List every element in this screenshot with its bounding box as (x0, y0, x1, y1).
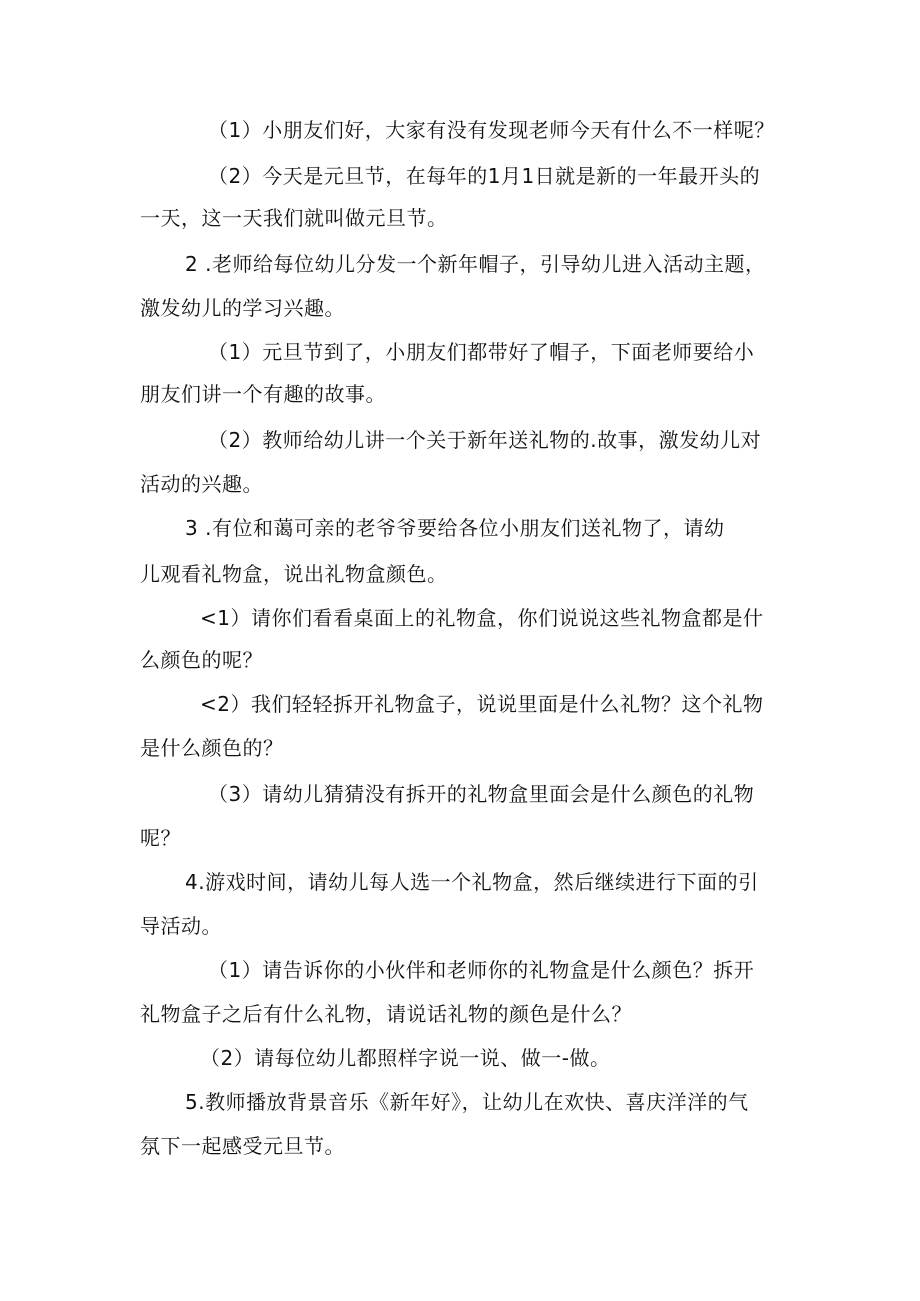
text-line: 导活动。 (140, 914, 222, 938)
text-line: （1）元旦节到了，小朋友们都带好了帽子，下面老师要给小 (208, 340, 755, 364)
text-line: 是什么颜色的？ (140, 736, 284, 760)
text-line: 儿观看礼物盒，说出礼物盒颜色。 (140, 562, 448, 586)
text-line: 氛下一起感受元旦节。 (140, 1134, 345, 1158)
text-line: 3 .有位和蔼可亲的老爷爷要给各位小朋友们送礼物了，请幼 (185, 516, 725, 540)
text-line: 4.游戏时间，请幼儿每人选一个礼物盒，然后继续进行下面的引 (185, 870, 759, 894)
text-line: 么颜色的呢？ (140, 648, 263, 672)
text-line: （2）请每位幼儿都照样字说一说、做一-做。 (200, 1046, 611, 1070)
text-line: <2）我们轻轻拆开礼物盒子，说说里面是什么礼物？这个礼物 (200, 692, 764, 716)
text-line: 呢？ (140, 826, 181, 850)
text-line: 朋友们讲一个有趣的故事。 (140, 382, 386, 406)
text-line: 2 .老师给每位幼儿分发一个新年帽子，引导幼儿进入活动主题， (185, 252, 766, 276)
text-line: 5.教师播放背景音乐《新年好》，让幼儿在欢快、喜庆洋洋的气 (185, 1090, 749, 1114)
text-line: 礼物盒子之后有什么礼物，请说话礼物的颜色是什么？ (140, 1002, 632, 1026)
text-line: 激发幼儿的学习兴趣。 (140, 296, 345, 320)
text-line: （3）请幼儿猜猜没有拆开的礼物盒里面会是什么颜色的礼物 (208, 782, 755, 806)
text-line: （1）小朋友们好，大家有没有发现老师今天有什么不一样呢？ (208, 118, 775, 142)
text-line: 一天，这一天我们就叫做元旦节。 (140, 206, 448, 230)
text-line: 活动的兴趣。 (140, 472, 263, 496)
text-line: （2）教师给幼儿讲一个关于新年送礼物的.故事，激发幼儿对 (208, 428, 762, 452)
text-line: <1）请你们看看桌面上的礼物盒，你们说说这些礼物盒都是什 (200, 606, 764, 630)
text-line: （1）请告诉你的小伙伴和老师你的礼物盒是什么颜色？拆开 (208, 958, 755, 982)
text-line: （2）今天是元旦节，在每年的1月1日就是新的一年最开头的 (208, 164, 761, 188)
